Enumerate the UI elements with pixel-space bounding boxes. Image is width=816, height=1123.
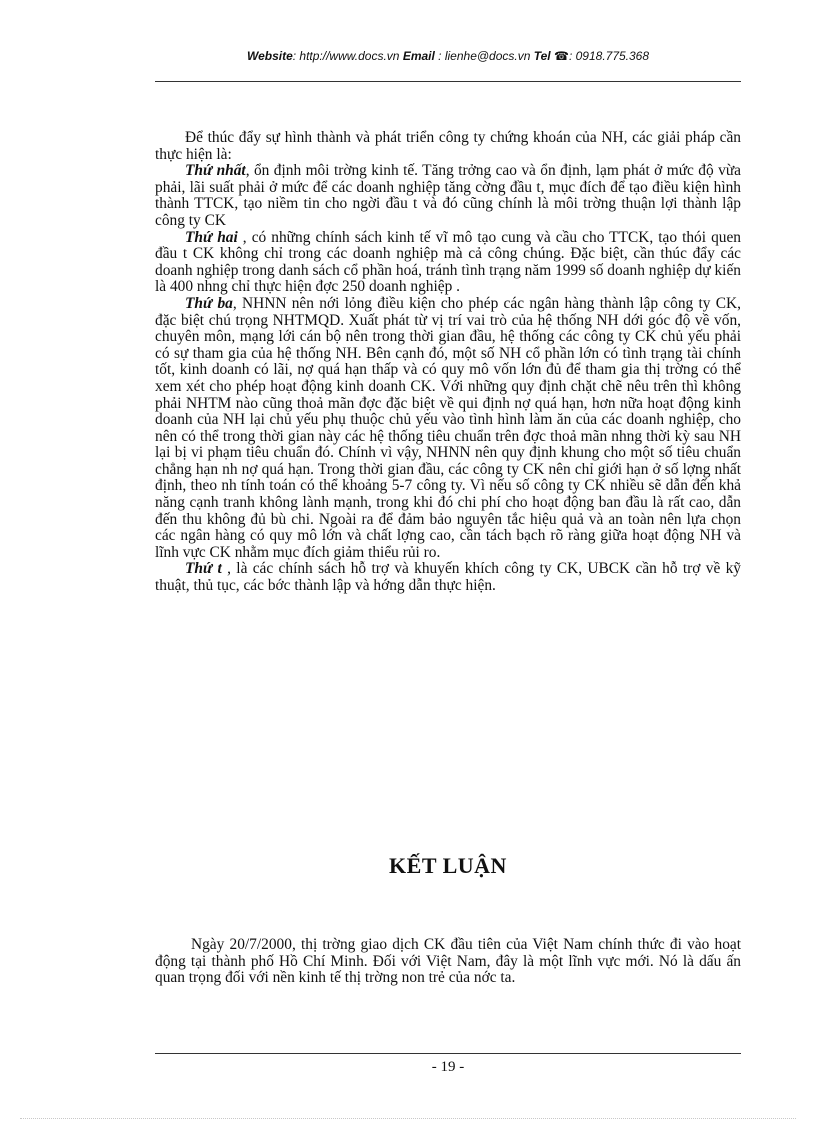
document-body — [155, 130, 741, 595]
solution-text: , NHNN nên nới lỏng điều kiện cho phép các ngân hàng thành lập công ty CK, đặc biệt chú trọng NHTMQD. Xuất phát từ vị trí vai trò của hệ thống NH dới góc độ về vốn, chuyên môn, mạng lới cán bộ nên trong thời gian đầu, hệ thống các công ty CK chủ yếu phải có sự tham gia của hệ thống NH. Bên cạnh đó, một số NH cổ phần lớn có tình trạng tài chính tốt, kinh doanh có lãi, nợ quá hạn thấp và có quy mô vốn lớn đủ để tham gia thị trờng có thể xem xét cho phép hoạt động kinh doanh CK. Với những quy định chặt chẽ nêu trên thì không phải NHTM nào cũng thoả mãn đợc đặc biệt về qui định nợ quá hạn, hơn nữa hoạt động kinh doanh của NH lại chủ yếu phụ thuộc chủ yếu vào tình hình làm ăn của các doanh nghiệp, cho nên có thể trong thời gian này các hệ thống tiêu chuẩn trên đợc thoả mãn nhng thời kỳ sau NH lại bị vi phạm tiêu chuẩn đó. Chính vì vậy, NHNN nên quy định khung cho một số tiêu chuẩn chẳng hạn nh nợ quá hạn. Trong thời gian đầu, các công ty CK nên chỉ giới hạn ở số lợng nhất định, theo nh tính toán có thể khoảng 5-7 công ty. Vì nếu số công ty CK nhiều sẽ dẫn đến khả năng cạnh tranh không lành mạnh, trong khi đó chi phí cho hoạt động ban đầu là rất cao, dẫn đến thu không đủ bù chi. Ngoài ra để đảm bảo nguyên tắc hiệu quả và an toàn nên lựa chọn các ngân hàng có quy mô lớn và chất lợng cao, cần tách bạch rõ ràng giữa hoạt động NH và lĩnh vực CK nhằm mục đích giảm thiểu rủi ro. — [155, 294, 741, 561]
header-divider — [155, 81, 741, 82]
solution-lead: Thứ nhất — [185, 162, 246, 180]
email-value: : lienhe@docs.vn — [438, 49, 531, 63]
section-title: KẾT LUẬN — [389, 853, 507, 878]
solution-text: , là các chính sách hỗ trợ và khuyến khích công ty CK, UBCK cần hỗ trợ về kỹ thuật, thủ tục, các bớc thành lập và hớng dẫn thực hiện. — [155, 560, 741, 595]
intro-paragraph: Để thúc đẩy sự hình thành và phát triển công ty chứng khoán của NH, các giải pháp cần thực hiện là: — [155, 129, 741, 163]
solution-text: , có những chính sách kinh tế vĩ mô tạo cung và cầu cho TTCK, tạo thói quen đầu t CK không chỉ trong các doanh nghiệp mà cả công chúng. Đặc biệt, cần thúc đẩy các doanh nghiệp trong danh sách cổ phần hoá, tránh tình trạng năm 1999 số doanh nghiệp dự kiến là 400 nhng chỉ thực hiện đợc 250 doanh nghiệp . — [155, 228, 741, 296]
solution-lead: Thứ ba — [185, 294, 233, 312]
tel-value: : 0918.775.368 — [568, 49, 650, 63]
solution-lead: Thứ t — [185, 560, 222, 578]
page-edge-dots — [20, 1118, 796, 1119]
footer-divider — [155, 1053, 741, 1054]
conclusion-paragraph: Ngày 20/7/2000, thị trờng giao dịch CK đầu tiên của Việt Nam chính thức đi vào hoạt động tại thành phố Hồ Chí Minh. Đối với Việt Nam, đây là một lĩnh vực mới. Nó là dấu ấn quan trọng đối với nền kinh tế thị trờng non trẻ của nớc ta. — [155, 936, 741, 987]
solution-paragraph-2 — [155, 230, 741, 296]
solution-paragraph-3 — [155, 296, 741, 562]
website-value: : http://www.docs.vn — [292, 49, 400, 63]
solution-paragraph-4 — [155, 561, 741, 594]
solution-paragraph-1 — [155, 163, 741, 229]
website-label: Website — [246, 49, 293, 63]
email-label: Email — [402, 49, 435, 63]
solution-lead: Thứ hai — [185, 228, 238, 246]
conclusion-section — [155, 937, 741, 987]
solution-text: , ổn định môi trờng kinh tế. Tăng trởng cao và ổn định, lạm phát ở mức độ vừa phải, lãi suất phải ở mức để các doanh nghiệp tăng cờng đầu t, mục đích để tạo điều kiện hình thành TTCK, tạo niềm tin cho ngời đầu t và đó cũng chính là môi trờng thuận lợi thành lập công ty CK — [155, 162, 741, 229]
phone-icon: ☎ — [554, 49, 569, 63]
page-header — [155, 49, 741, 63]
page-number: - 19 - — [431, 1059, 465, 1075]
tel-label: Tel — [533, 49, 551, 63]
